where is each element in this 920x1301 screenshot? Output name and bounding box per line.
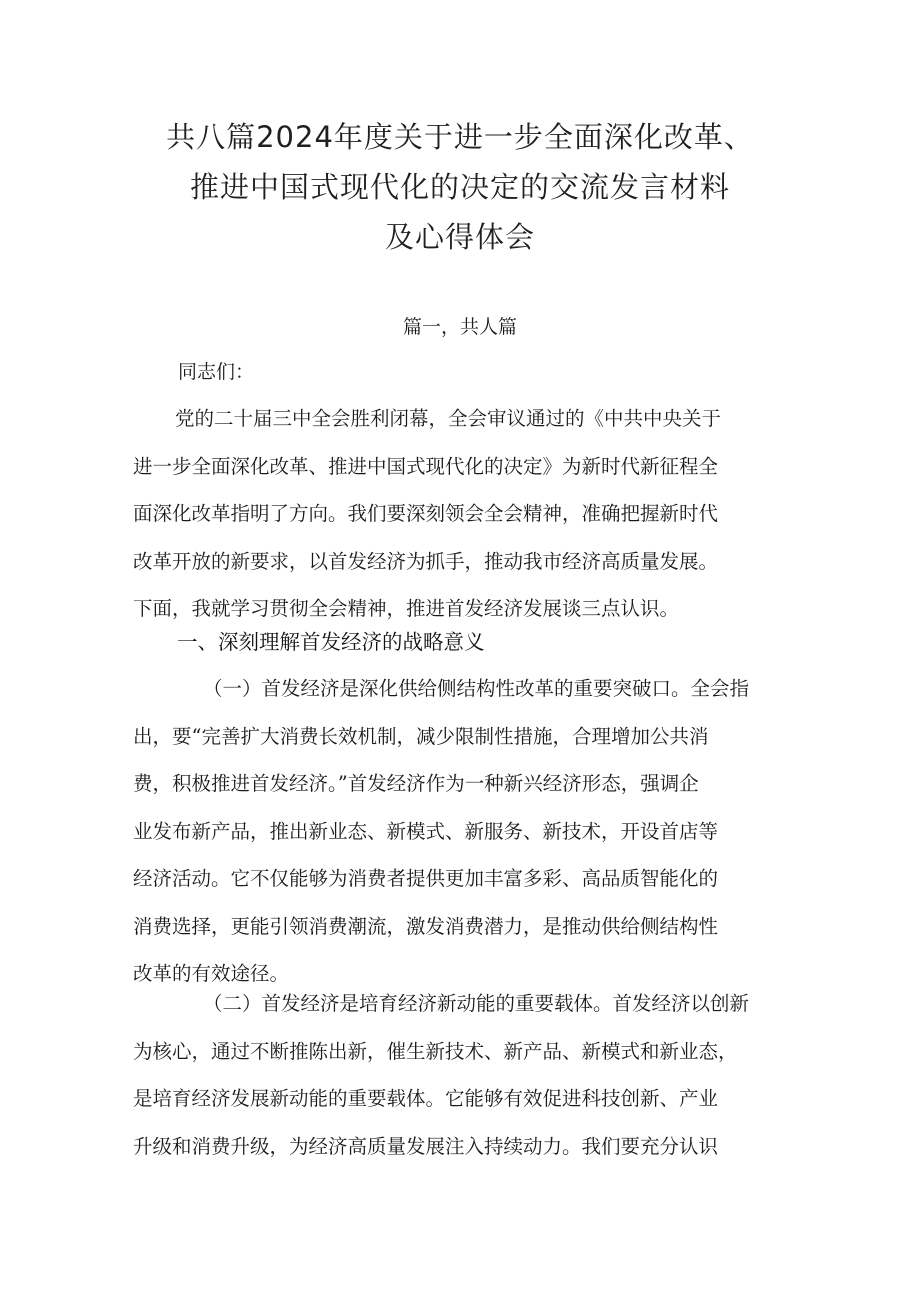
paragraph-line: 下面，我就学习贯彻全会精神，推进首发经济发展谈三点认识。: [133, 597, 680, 620]
paragraph-line: （一）首发经济是深化供给侧结构性改革的重要突破口。全会指: [203, 677, 750, 700]
paragraph-line: 改革的有效途径。: [133, 962, 290, 985]
point-one-paragraph: [133, 665, 793, 998]
paragraph-line: 升级和消费升级，为经济高质量发展注入持续动力。我们要充分认识: [133, 1134, 719, 1158]
paragraph-line: 业发布新产品，推出新业态、新模式、新服务、新技术，开设首店等: [133, 819, 719, 843]
paragraph-line: 经济活动。它不仅能够为消费者提供更加丰富多彩、高品质智能化的: [133, 867, 719, 890]
chapter-subtitle: 篇一，共人篇: [402, 316, 517, 338]
paragraph-line: （二）首发经济是培育经济新动能的重要载体。首发经济以创新: [203, 992, 750, 1015]
document-title: [60, 112, 860, 262]
paragraph-line: 面深化改革指明了方向。我们要深刻领会全会精神，准确把握新时代: [133, 502, 719, 525]
paragraph-line: 党的二十届三中全会胜利闭幕，全会审议通过的《中共中央关于: [175, 407, 722, 430]
paragraph-line: 费，积极推进首发经济。”首发经济作为一种新兴经济形态，强调企: [133, 772, 699, 795]
intro-paragraph: [133, 395, 793, 633]
paragraph-line: 改革开放的新要求，以首发经济为抓手，推动我市经济高质量发展。: [133, 549, 719, 573]
paragraph-line: 进一步全面深化改革、推进中国式现代化的决定》为新时代新征程全: [133, 454, 719, 478]
point-two-paragraph: [133, 980, 793, 1170]
title-line: 共八篇2024年度关于进一步全面深化改革、: [166, 120, 754, 154]
paragraph-line: 出，要“完善扩大消费长效机制，减少限制性措施，合理增加公共消: [133, 724, 709, 748]
paragraph-line: 为核心，通过不断推陈出新，催生新技术、新产品、新模式和新业态，: [133, 1039, 738, 1063]
paragraph-line: 消费选择，更能引领消费潮流，激发消费潜力，是推动供给侧结构性: [133, 914, 719, 938]
greeting: 同志们：: [178, 361, 255, 383]
title-line: 及心得体会: [384, 220, 535, 254]
title-line: 推进中国式现代化的决定的交流发言材料: [189, 170, 730, 204]
section-heading: 一、深刻理解首发经济的战略意义: [177, 630, 485, 654]
paragraph-line: 是培育经济发展新动能的重要载体。它能够有效促进科技创新、产业: [133, 1087, 719, 1110]
